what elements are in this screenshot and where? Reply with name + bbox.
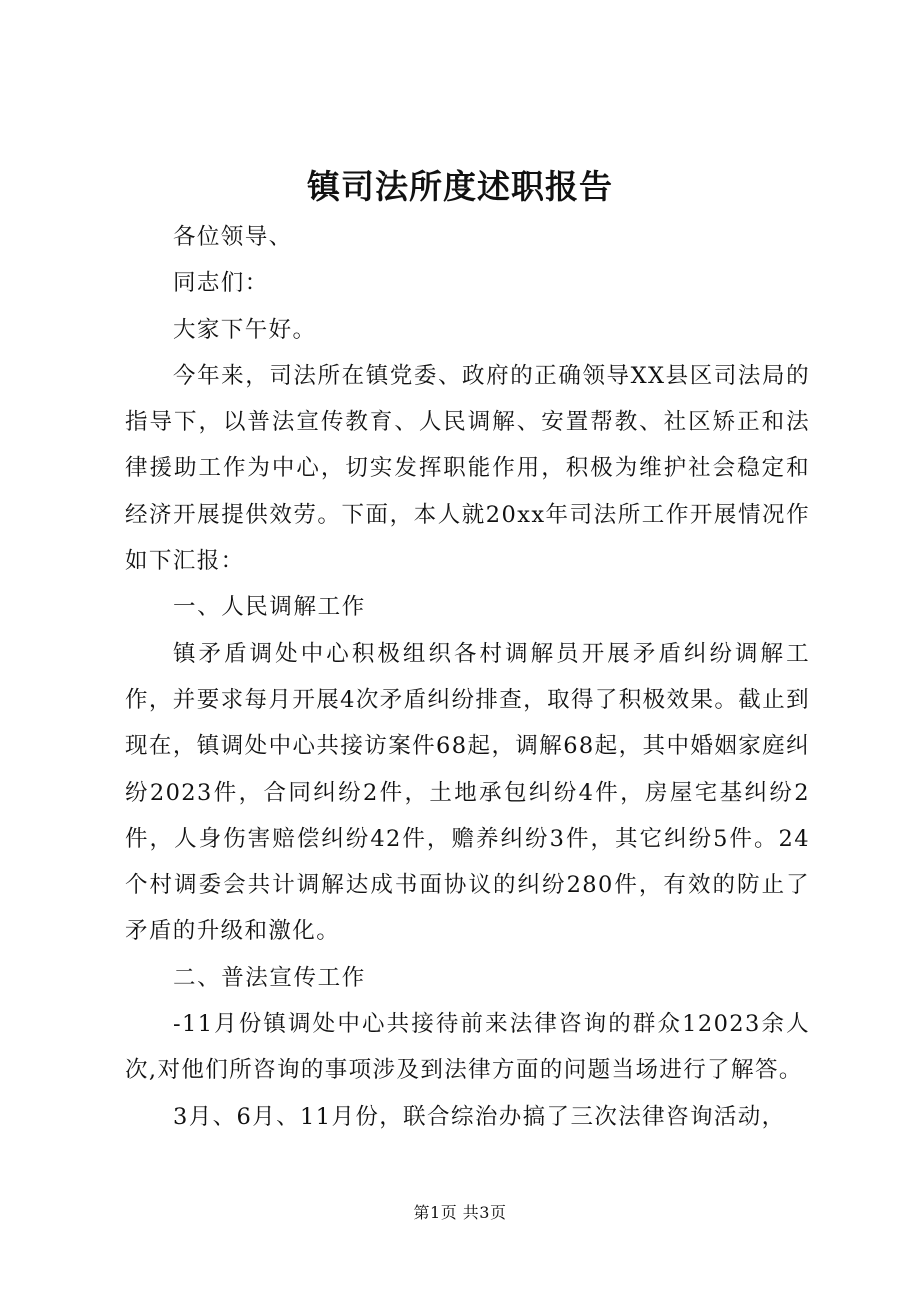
section-2-paragraph-2: 3月、6月、11月份，联合综治办搞了三次法律咨询活动， [173, 1103, 786, 1130]
document-body [125, 214, 810, 1140]
section-2-heading: 二、普法宣传工作 [173, 964, 366, 991]
section-2-paragraph-1: -11月份镇调处中心共接待前来法律咨询的群众12023余人次,对他们所咨询的事项涉及到法律方面的问题当场进行了解答。 [125, 1011, 810, 1084]
greeting-comrades: 同志们： [173, 270, 269, 297]
section-1-heading: 一、人民调解工作 [173, 594, 366, 621]
intro-paragraph: 今年来，司法所在镇党委、政府的正确领导XX县区司法局的指导下，以普法宣传教育、人民调解、安置帮教、社区矫正和法律援助工作为中心，切实发挥职能作用，积极为维护社会稳定和经济开展提供效劳。下面，本人就20xx年司法所工作开展情况作如下汇报： [125, 362, 810, 575]
document-title: 镇司法所度述职报告 [307, 167, 613, 206]
section-1-paragraph: 镇矛盾调处中心积极组织各村调解员开展矛盾纠纷调解工作，并要求每月开展4次矛盾纠纷排查，取得了积极效果。截止到现在，镇调处中心共接访案件68起，调解68起，其中婚姻家庭纠纷2023件，合同纠纷2件，土地承包纠纷4件，房屋宅基纠纷2件，人身伤害赔偿纠纷42件，赡养纠纷3件，其它纠纷5件。24个村调委会共计调解达成书面协议的纠纷280件，有效的防止了矛盾的升级和激化。 [125, 640, 810, 945]
greeting-afternoon: 大家下午好。 [173, 316, 317, 343]
page-number-footer: 第1页 共3页 [413, 1203, 507, 1222]
greeting-leaders: 各位领导、 [173, 224, 293, 250]
